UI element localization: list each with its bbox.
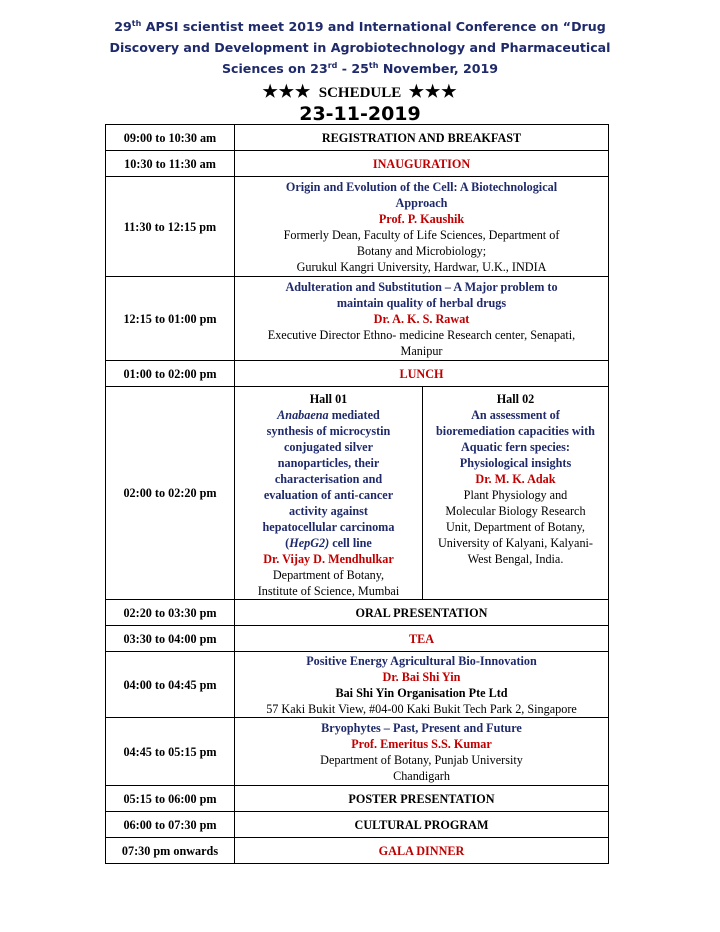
event-cell: INAUGURATION	[235, 151, 609, 177]
speaker-affiliation: Chandigarh	[393, 768, 450, 783]
stars-left-icon: ★★★	[262, 82, 312, 101]
speaker-affiliation: Manipur	[400, 343, 443, 358]
speaker-affiliation: Botany and Microbiology;	[356, 243, 487, 258]
talk-title: characterisation and	[274, 472, 383, 486]
event-cell: CULTURAL PROGRAM	[235, 812, 609, 838]
speaker-organisation: Bai Shi Yin Organisation Pte Ltd	[335, 685, 508, 700]
time-cell: 09:00 to 10:30 am	[106, 125, 235, 151]
talk-title: activity against	[289, 504, 368, 518]
talk-cell	[235, 177, 609, 277]
speaker-affiliation: Department of Botany,	[272, 568, 385, 582]
event-cell: LUNCH	[235, 361, 609, 387]
schedule-date: 23-11-2019	[299, 103, 421, 125]
speaker-affiliation: Formerly Dean, Faculty of Life Sciences, Department of	[283, 227, 560, 242]
time-cell: 10:30 to 11:30 am	[106, 151, 235, 177]
talk-title: evaluation of anti-cancer	[263, 488, 394, 502]
time-cell: 11:30 to 12:15 pm	[106, 177, 235, 277]
table-row	[106, 786, 609, 812]
time-cell: 05:15 to 06:00 pm	[106, 786, 235, 812]
table-row	[106, 718, 609, 786]
talk-title: nanoparticles, their	[277, 456, 380, 470]
time-cell: 07:30 pm onwards	[106, 838, 235, 864]
header-line-2: Discovery and Development in Agrobiotechnology and Pharmaceutical	[109, 40, 611, 55]
speaker-affiliation: Molecular Biology Research	[445, 504, 586, 518]
talk-title: Positive Energy Agricultural Bio-Innovation	[306, 653, 537, 668]
speaker-affiliation: Plant Physiology and	[463, 488, 568, 502]
table-row	[106, 361, 609, 387]
hall-01-cell	[235, 387, 422, 599]
talk-title: bioremediation capacities with	[436, 424, 595, 438]
talk-cell	[235, 277, 609, 361]
time-cell: 01:00 to 02:00 pm	[106, 361, 235, 387]
talk-cell	[235, 718, 609, 786]
speaker-name: Prof. Emeritus S.S. Kumar	[351, 736, 492, 751]
table-row	[106, 125, 609, 151]
time-cell: 04:00 to 04:45 pm	[106, 652, 235, 718]
event-cell: POSTER PRESENTATION	[235, 786, 609, 812]
speaker-affiliation: University of Kalyani, Kalyani-	[437, 536, 593, 550]
talk-title: Physiological insights	[459, 456, 572, 470]
speaker-affiliation: West Bengal, India.	[467, 552, 564, 566]
event-cell: GALA DINNER	[235, 838, 609, 864]
table-row	[106, 652, 609, 718]
conference-header	[60, 16, 660, 79]
talk-title: Origin and Evolution of the Cell: A Biotechnological	[285, 179, 558, 194]
header-line-1: 29th APSI scientist meet 2019 and International Conference on “Drug	[114, 19, 606, 34]
speaker-affiliation: Gurukul Kangri University, Hardwar, U.K., INDIA	[296, 259, 547, 274]
talk-title: maintain quality of herbal drugs	[336, 295, 507, 310]
talk-title: Aquatic fern species:	[460, 440, 570, 454]
table-row	[106, 812, 609, 838]
speaker-name: Dr. A. K. S. Rawat	[373, 311, 470, 326]
stars-right-icon: ★★★	[408, 82, 458, 101]
parallel-sessions-cell	[235, 387, 609, 600]
table-row	[106, 838, 609, 864]
hall-label: Hall 01	[309, 392, 348, 406]
speaker-affiliation: Executive Director Ethno- medicine Research center, Senapati,	[267, 327, 576, 342]
speaker-name: Dr. Vijay D. Mendhulkar	[263, 552, 394, 566]
event-cell: ORAL PRESENTATION	[235, 600, 609, 626]
event-cell: TEA	[235, 626, 609, 652]
talk-title: hepatocellular carcinoma	[262, 520, 395, 534]
speaker-affiliation: Department of Botany, Punjab University	[320, 752, 523, 767]
table-row	[106, 151, 609, 177]
time-cell: 02:20 to 03:30 pm	[106, 600, 235, 626]
table-row	[106, 387, 609, 600]
table-row	[106, 600, 609, 626]
talk-title: Adulteration and Substitution – A Major problem to	[285, 279, 558, 294]
talk-cell	[235, 652, 609, 718]
talk-title: Approach	[395, 195, 448, 210]
halls-table	[235, 387, 608, 599]
schedule-table	[105, 124, 609, 864]
time-cell: 03:30 to 04:00 pm	[106, 626, 235, 652]
talk-title: An assessment of	[471, 408, 560, 422]
speaker-name: Dr. M. K. Adak	[475, 472, 556, 486]
hall-label: Hall 02	[496, 392, 535, 406]
table-row	[106, 626, 609, 652]
table-row	[106, 277, 609, 361]
time-cell: 06:00 to 07:30 pm	[106, 812, 235, 838]
talk-title: synthesis of microcystin	[266, 424, 391, 438]
speaker-address: 57 Kaki Bukit View, #04-00 Kaki Bukit Tech Park 2, Singapore	[266, 701, 577, 716]
talk-title: conjugated silver	[283, 440, 373, 454]
speaker-name: Prof. P. Kaushik	[378, 211, 465, 226]
speaker-affiliation: Institute of Science, Mumbai	[257, 584, 400, 598]
hall-02-cell	[422, 387, 608, 599]
speaker-affiliation: Unit, Department of Botany,	[445, 520, 585, 534]
talk-title: Bryophytes – Past, Present and Future	[321, 720, 522, 735]
time-cell: 04:45 to 05:15 pm	[106, 718, 235, 786]
time-cell: 12:15 to 01:00 pm	[106, 277, 235, 361]
schedule-title: SCHEDULE	[318, 85, 402, 101]
time-cell: 02:00 to 02:20 pm	[106, 387, 235, 600]
table-row	[106, 177, 609, 277]
talk-title: Anabaena mediated	[277, 408, 380, 422]
talk-title: (HepG2) cell line	[285, 536, 372, 550]
event-cell: REGISTRATION AND BREAKFAST	[235, 125, 609, 151]
speaker-name: Dr. Bai Shi Yin	[382, 669, 461, 684]
header-line-3: Sciences on 23rd - 25th November, 2019	[221, 61, 499, 76]
schedule-heading	[0, 82, 720, 102]
